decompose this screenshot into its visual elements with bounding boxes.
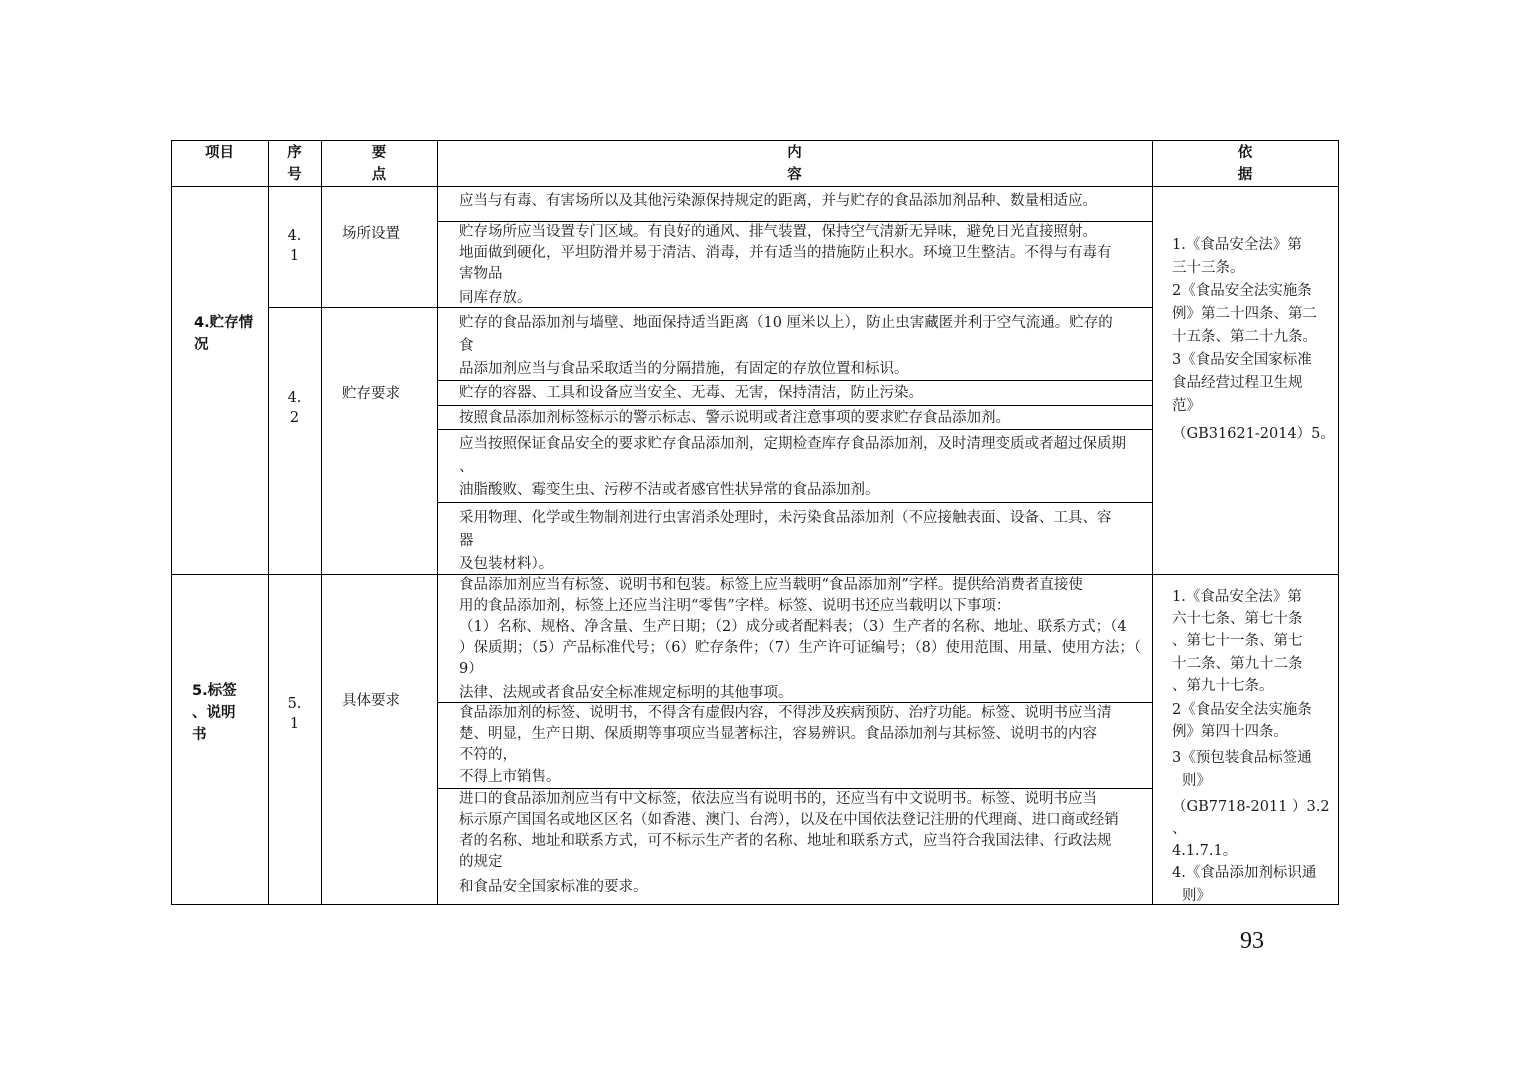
content-line: 者的名称、地址和联系方式，可不标示生产者的名称、地址和联系方式，应当符合我国法律、行政法规 xyxy=(459,833,1112,849)
basis-line: 1.《食品安全法》第 xyxy=(1172,237,1302,253)
seq-line: 4. xyxy=(287,228,302,244)
content-item xyxy=(459,575,1141,704)
basis-line: （GB7718-2011 ）3.2 xyxy=(1172,798,1330,815)
header-content-line: 内 xyxy=(787,145,802,161)
content-line: 品添加剂应当与食品采取适当的分隔措施，有固定的存放位置和标识。 xyxy=(459,361,909,377)
content-line: 应当按照保证食品安全的要求贮存食品添加剂，定期检查库存食品添加剂，及时清理变质或者超过保质期 xyxy=(459,436,1126,452)
basis-line: 、第七十一条、第七 xyxy=(1172,633,1303,650)
content-line: 应当与有毒、有害场所以及其他污染源保持规定的距离，并与贮存的食品添加剂品种、数量相适应。 xyxy=(459,193,1097,209)
content-divider xyxy=(437,405,1152,406)
basis-line: 1.《食品安全法》第 xyxy=(1172,589,1302,605)
header-seq-line: 号 xyxy=(287,167,302,183)
content-line: 及包装材料）。 xyxy=(459,556,554,572)
content-line: 地面做到硬化，平坦防滑并易于清洁、消毒，并有适当的措施防止积水。环境卫生整洁。不得与有毒有 xyxy=(459,245,1112,261)
basis-line: 4.《食品添加剂标识通 xyxy=(1172,865,1317,882)
basis-line: 十五条、第二十九条。 xyxy=(1172,329,1317,345)
page-number: 93 xyxy=(1240,928,1264,954)
content-line: 楚、明显，生产日期、保质期等事项应当显著标注，容易辨识。食品添加剂与其标签、说明书的内容 xyxy=(459,726,1097,742)
content-line: 标示原产国国名或地区区名（如香港、澳门、台湾），以及在中国依法登记注册的代理商、进口商或经销 xyxy=(459,812,1119,828)
basis-line: 范》 xyxy=(1172,398,1201,414)
content-item xyxy=(459,313,1113,380)
header-basis-line: 依 xyxy=(1237,145,1253,161)
content-item xyxy=(459,434,1126,501)
content-line: 9） xyxy=(459,661,483,677)
basis-line: 3《食品安全国家标准 xyxy=(1172,352,1312,368)
seq-line: 5. xyxy=(287,696,302,712)
content-line: 按照食品添加剂标签标示的警示标志、警示说明或者注意事项的要求贮存食品添加剂。 xyxy=(459,410,1010,426)
content-line: 食品添加剂的标签、说明书，不得含有虚假内容，不得涉及疾病预防、治疗功能。标签、说明书应当清 xyxy=(459,705,1112,721)
basis-line: 3《预包装食品标签通 xyxy=(1172,750,1312,767)
content-line: 不符的， xyxy=(459,747,517,763)
content-item xyxy=(459,789,1119,898)
content-line: 食品添加剂应当有标签、说明书和包装。标签上应当载明“食品添加剂”字样。提供给消费者直接使 xyxy=(459,577,1083,593)
content-line: 用的食品添加剂，标签上还应当注明“零售”字样。标签、说明书还应当载明以下事项： xyxy=(459,598,1011,614)
header-key-line: 要 xyxy=(371,145,387,161)
basis-line: 、第九十七条。 xyxy=(1172,677,1274,694)
basis-line: 食品经营过程卫生规 xyxy=(1172,375,1303,391)
content-line: 食 xyxy=(459,338,474,354)
category-line: 况 xyxy=(194,337,209,353)
content-divider xyxy=(437,429,1152,430)
header-seq xyxy=(268,142,321,186)
seq-line: 1 xyxy=(289,716,300,732)
category-storage xyxy=(194,312,266,356)
header-seq-line: 序 xyxy=(287,145,302,161)
content-line: 进口的食品添加剂应当有中文标签，依法应当有说明书的，还应当有中文说明书。标签、说明书应当 xyxy=(459,791,1097,807)
content-divider xyxy=(437,502,1152,503)
basis-line: 六十七条、第七十条 xyxy=(1172,611,1303,628)
basis-line: 2《食品安全法实施条 xyxy=(1172,702,1312,719)
content-line: ）保质期；（5）产品标准代号；（6）贮存条件；（7）生产许可证编号；（8）使用范围、用量、使用方法；（ xyxy=(459,640,1142,656)
content-line: 的规定 xyxy=(459,854,503,870)
content-item xyxy=(459,703,1112,788)
header-key-point xyxy=(321,142,437,186)
column-divider xyxy=(321,140,322,905)
content-item xyxy=(459,222,1112,309)
basis-storage xyxy=(1172,234,1335,446)
basis-labels xyxy=(1172,586,1330,907)
basis-line: 2《食品安全法实施条 xyxy=(1172,283,1312,299)
content-item xyxy=(459,508,1112,575)
content-divider xyxy=(437,380,1152,381)
key-point-specific-requirements: 具体要求 xyxy=(342,693,400,709)
basis-line: 则》 xyxy=(1182,887,1211,904)
header-basis-line: 据 xyxy=(1237,167,1253,183)
content-item xyxy=(459,191,1097,212)
table-top-border xyxy=(171,140,1339,141)
category-labels xyxy=(192,680,264,746)
category-line: 、说明 xyxy=(192,705,236,721)
basis-line: 十二条、第九十二条 xyxy=(1172,655,1303,672)
header-key-line: 点 xyxy=(371,167,387,183)
content-item xyxy=(459,383,923,404)
content-line: （1）名称、规格、净含量、生产日期；（2）成分或者配料表；（3）生产者的名称、地址、联系方式；（4 xyxy=(459,619,1127,635)
content-line: 贮存的食品添加剂与墙壁、地面保持适当距离（10 厘米以上），防止虫害藏匿并利于空气流通。贮存的 xyxy=(459,315,1113,331)
basis-line: 三十三条。 xyxy=(1172,260,1245,276)
content-item xyxy=(459,408,1010,429)
content-line: 不得上市销售。 xyxy=(459,769,561,785)
content-line: 、 xyxy=(459,459,474,475)
content-line: 同库存放。 xyxy=(459,290,532,306)
content-line: 器 xyxy=(459,533,474,549)
seq-4-1 xyxy=(268,226,321,266)
key-point-storage-requirements: 贮存要求 xyxy=(342,386,400,402)
header-item xyxy=(171,142,268,164)
content-line: 采用物理、化学或生物制剂进行虫害消杀处理时，未污染食品添加剂（不应接触表面、设备、工具、容 xyxy=(459,510,1112,526)
header-item-label: 项目 xyxy=(205,145,234,161)
table-bottom-border xyxy=(171,904,1339,905)
basis-line: 例》第二十四条、第二 xyxy=(1172,306,1317,322)
content-line: 油脂酸败、霉变生虫、污秽不洁或者感官性状异常的食品添加剂。 xyxy=(459,482,880,498)
basis-line: 4.1.7.1。 xyxy=(1172,843,1238,860)
table-right-border xyxy=(1338,140,1339,905)
seq-line: 2 xyxy=(289,410,300,426)
category-line: 书 xyxy=(192,727,207,743)
content-line: 法律、法规或者食品安全标准规定标明的其他事项。 xyxy=(459,685,793,701)
seq-4-2 xyxy=(268,388,321,428)
header-basis xyxy=(1152,142,1338,186)
basis-line: 则》 xyxy=(1182,772,1211,789)
header-content xyxy=(437,142,1152,186)
column-divider xyxy=(437,140,438,905)
content-line: 和食品安全国家标准的要求。 xyxy=(459,879,648,895)
category-line: 5.标签 xyxy=(192,683,237,699)
content-line: 贮存的容器、工具和设备应当安全、无毒、无害，保持清洁，防止污染。 xyxy=(459,385,923,401)
seq-5-1 xyxy=(268,694,321,734)
table-left-border xyxy=(171,140,172,905)
header-bottom-border xyxy=(171,186,1339,187)
basis-line: 例》第四十四条。 xyxy=(1172,724,1288,741)
content-line: 害物品 xyxy=(459,266,503,282)
basis-line: 、 xyxy=(1172,821,1187,838)
column-divider xyxy=(1152,140,1153,905)
key-point-site-setup: 场所设置 xyxy=(342,226,400,242)
seq-line: 1 xyxy=(289,248,300,264)
basis-line: （GB31621-2014）5。 xyxy=(1172,426,1335,442)
content-line: 贮存场所应当设置专门区域。有良好的通风、排气装置，保持空气清新无异味，避免日光直接照射。 xyxy=(459,224,1097,240)
seq-line: 4. xyxy=(287,390,302,406)
category-line: 4.贮存情 xyxy=(194,315,254,331)
header-content-line: 容 xyxy=(787,167,802,183)
